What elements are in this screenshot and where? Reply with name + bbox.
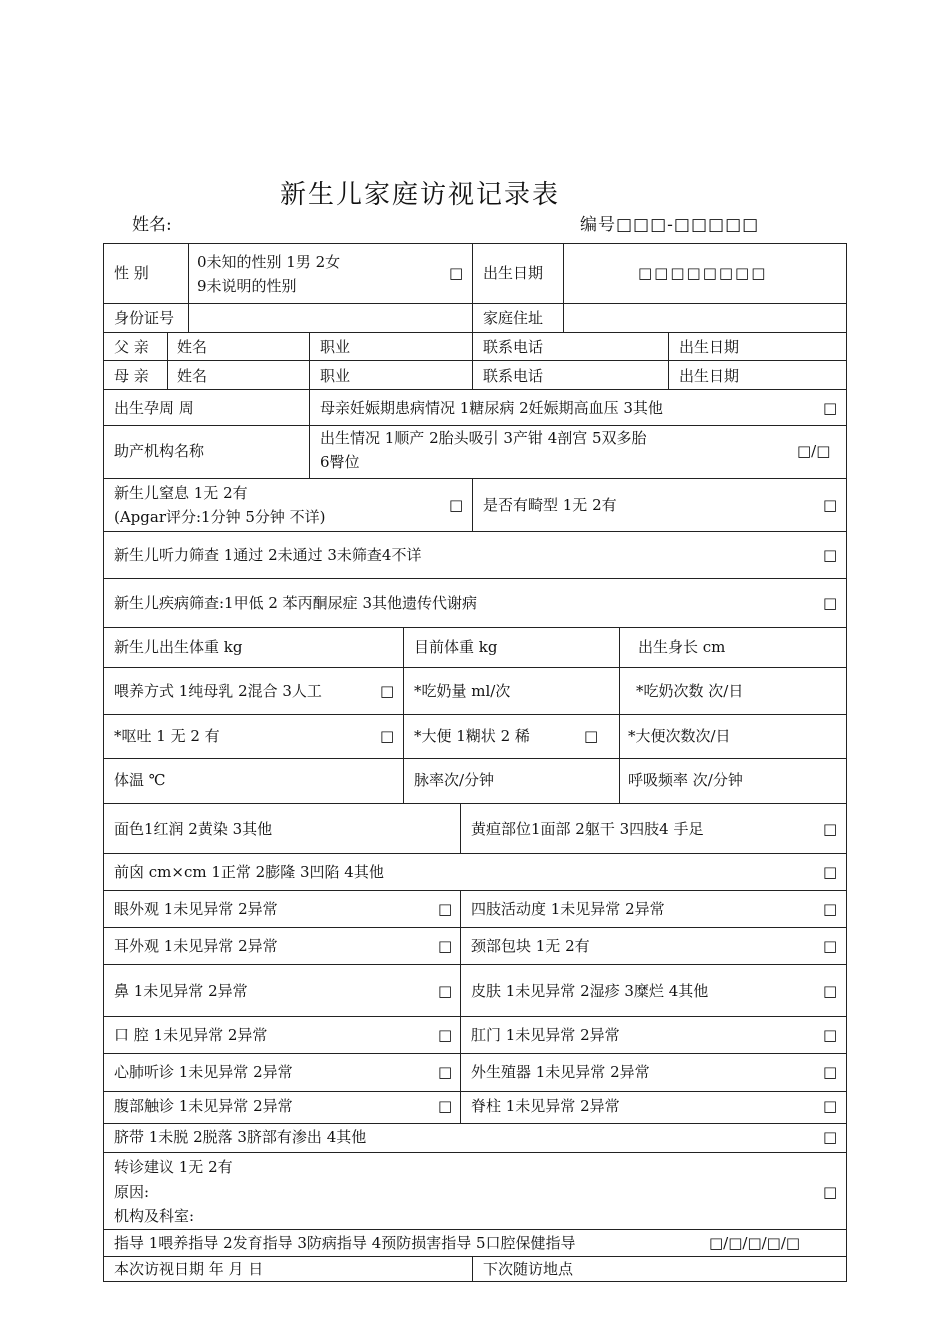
- mother-birth-label: 出生日期: [679, 367, 740, 385]
- mouth-checkbox[interactable]: □: [438, 1026, 453, 1044]
- guidance-checkboxes[interactable]: □/□/□/□/□: [709, 1234, 801, 1252]
- midwife-org-label: 助产机构名称: [114, 442, 205, 460]
- birthdate-boxes[interactable]: □□□□□□□□: [638, 264, 768, 282]
- heart-lung-checkbox[interactable]: □: [438, 1063, 453, 1081]
- jaundice-checkbox[interactable]: □: [823, 820, 838, 838]
- guidance: 指导 1喂养指导 2发育指导 3防病指导 4预防损害指导 5口腔保健指导: [114, 1234, 576, 1252]
- hearing-checkbox[interactable]: □: [823, 546, 838, 564]
- next-visit-place: 下次随访地点: [483, 1260, 574, 1278]
- nose-checkbox[interactable]: □: [438, 982, 453, 1000]
- feeding-checkbox[interactable]: □: [380, 682, 395, 700]
- fontanel-checkbox[interactable]: □: [823, 863, 838, 881]
- code-label: 编号□□□-□□□□□: [580, 215, 760, 235]
- father-label: 父 亲: [114, 338, 149, 356]
- stool-times: *大便次数次/日: [628, 727, 731, 745]
- spine: 脊柱 1未见异常 2异常: [471, 1097, 620, 1115]
- spine-checkbox[interactable]: □: [823, 1097, 838, 1115]
- vomit-checkbox[interactable]: □: [380, 727, 395, 745]
- anus: 肛门 1未见异常 2异常: [471, 1026, 620, 1044]
- temperature: 体温 ℃: [114, 771, 166, 789]
- nose: 鼻 1未见异常 2异常: [114, 982, 248, 1000]
- mother-job-label: 职业: [320, 367, 351, 385]
- jaundice: 黄疸部位1面部 2躯干 3四肢4 手足: [471, 820, 704, 838]
- gender-options: 0未知的性别 1男 2女: [197, 253, 341, 271]
- name-label: 姓名:: [132, 215, 172, 235]
- id-label: 身份证号: [114, 309, 175, 327]
- apgar-score: (Apgar评分:1分钟 5分钟 不详): [114, 508, 326, 526]
- father-birth-label: 出生日期: [679, 338, 740, 356]
- eyes-checkbox[interactable]: □: [438, 900, 453, 918]
- deformity: 是否有畸型 1无 2有: [483, 496, 617, 514]
- referral-checkbox[interactable]: □: [823, 1183, 838, 1201]
- limbs-checkbox[interactable]: □: [823, 900, 838, 918]
- complexion: 面色1红润 2黄染 3其他: [114, 820, 273, 838]
- father-phone-label: 联系电话: [483, 338, 544, 356]
- umbilical-checkbox[interactable]: □: [823, 1128, 838, 1146]
- birth-condition-checkbox[interactable]: □/□: [797, 442, 831, 460]
- gender-checkbox[interactable]: □: [449, 264, 464, 282]
- deformity-checkbox[interactable]: □: [823, 496, 838, 514]
- pulse: 脉率次/分钟: [414, 771, 495, 789]
- milk-amount: *吃奶量 ml/次: [414, 682, 511, 700]
- limbs: 四肢活动度 1未见异常 2异常: [471, 900, 665, 918]
- birth-condition: 出生情况 1顺产 2胎头吸引 3产钳 4剖宫 5双多胎: [320, 429, 647, 447]
- father-name-label: 姓名: [177, 338, 208, 356]
- referral-reason: 原因:: [114, 1183, 150, 1201]
- genitals-checkbox[interactable]: □: [823, 1063, 838, 1081]
- anus-checkbox[interactable]: □: [823, 1026, 838, 1044]
- mother-name-label: 姓名: [177, 367, 208, 385]
- stool-checkbox[interactable]: □: [584, 727, 599, 745]
- respiration: 呼吸频率 次/分钟: [628, 771, 743, 789]
- maternal-illness-checkbox[interactable]: □: [823, 399, 838, 417]
- fontanel: 前囟 cm×cm 1正常 2膨隆 3凹陷 4其他: [114, 863, 384, 881]
- neck-checkbox[interactable]: □: [823, 937, 838, 955]
- asphyxia: 新生儿窒息 1无 2有: [114, 484, 248, 502]
- gestation-weeks: 出生孕周 周: [114, 399, 194, 417]
- current-weight: 目前体重 kg: [414, 638, 498, 656]
- mother-phone-label: 联系电话: [483, 367, 544, 385]
- ears-checkbox[interactable]: □: [438, 937, 453, 955]
- address-label: 家庭住址: [483, 309, 544, 327]
- disease-screening: 新生儿疾病筛查:1甲低 2 苯丙酮尿症 3其他遗传代谢病: [114, 594, 477, 612]
- disease-checkbox[interactable]: □: [823, 594, 838, 612]
- skin: 皮肤 1未见异常 2湿疹 3糜烂 4其他: [471, 982, 709, 1000]
- feeding-method: 喂养方式 1纯母乳 2混合 3人工: [114, 682, 322, 700]
- referral-institution: 机构及科室:: [114, 1207, 195, 1225]
- page-title: 新生儿家庭访视记录表: [279, 180, 560, 210]
- maternal-illness: 母亲妊娠期患病情况 1糖尿病 2妊娠期高血压 3其他: [320, 399, 663, 417]
- umbilical-cord: 脐带 1未脱 2脱落 3脐部有渗出 4其他: [114, 1128, 367, 1146]
- heart-lung: 心肺听诊 1未见异常 2异常: [114, 1063, 293, 1081]
- ears: 耳外观 1未见异常 2异常: [114, 937, 278, 955]
- birth-length: 出生身长 cm: [638, 638, 726, 656]
- neck-mass: 颈部包块 1无 2有: [471, 937, 590, 955]
- abdomen: 腹部触诊 1未见异常 2异常: [114, 1097, 293, 1115]
- gender-label: 性 别: [114, 264, 149, 282]
- birthdate-label: 出生日期: [483, 264, 544, 282]
- hearing-screening: 新生儿听力筛查 1通过 2未通过 3未筛查4不详: [114, 546, 422, 564]
- vomit: *呕吐 1 无 2 有: [114, 727, 220, 745]
- gender-options-2: 9未说明的性别: [197, 277, 297, 295]
- mother-label: 母 亲: [114, 367, 149, 385]
- stool: *大便 1糊状 2 稀: [414, 727, 530, 745]
- skin-checkbox[interactable]: □: [823, 982, 838, 1000]
- visit-date: 本次访视日期 年 月 日: [114, 1260, 264, 1278]
- abdomen-checkbox[interactable]: □: [438, 1097, 453, 1115]
- referral: 转诊建议 1无 2有: [114, 1158, 233, 1176]
- eyes: 眼外观 1未见异常 2异常: [114, 900, 278, 918]
- genitals: 外生殖器 1未见异常 2异常: [471, 1063, 650, 1081]
- asphyxia-checkbox[interactable]: □: [449, 496, 464, 514]
- father-job-label: 职业: [320, 338, 351, 356]
- birth-weight: 新生儿出生体重 kg: [114, 638, 243, 656]
- birth-condition-2: 6臀位: [320, 453, 360, 471]
- milk-times: *吃奶次数 次/日: [636, 682, 744, 700]
- mouth: 口 腔 1未见异常 2异常: [114, 1026, 268, 1044]
